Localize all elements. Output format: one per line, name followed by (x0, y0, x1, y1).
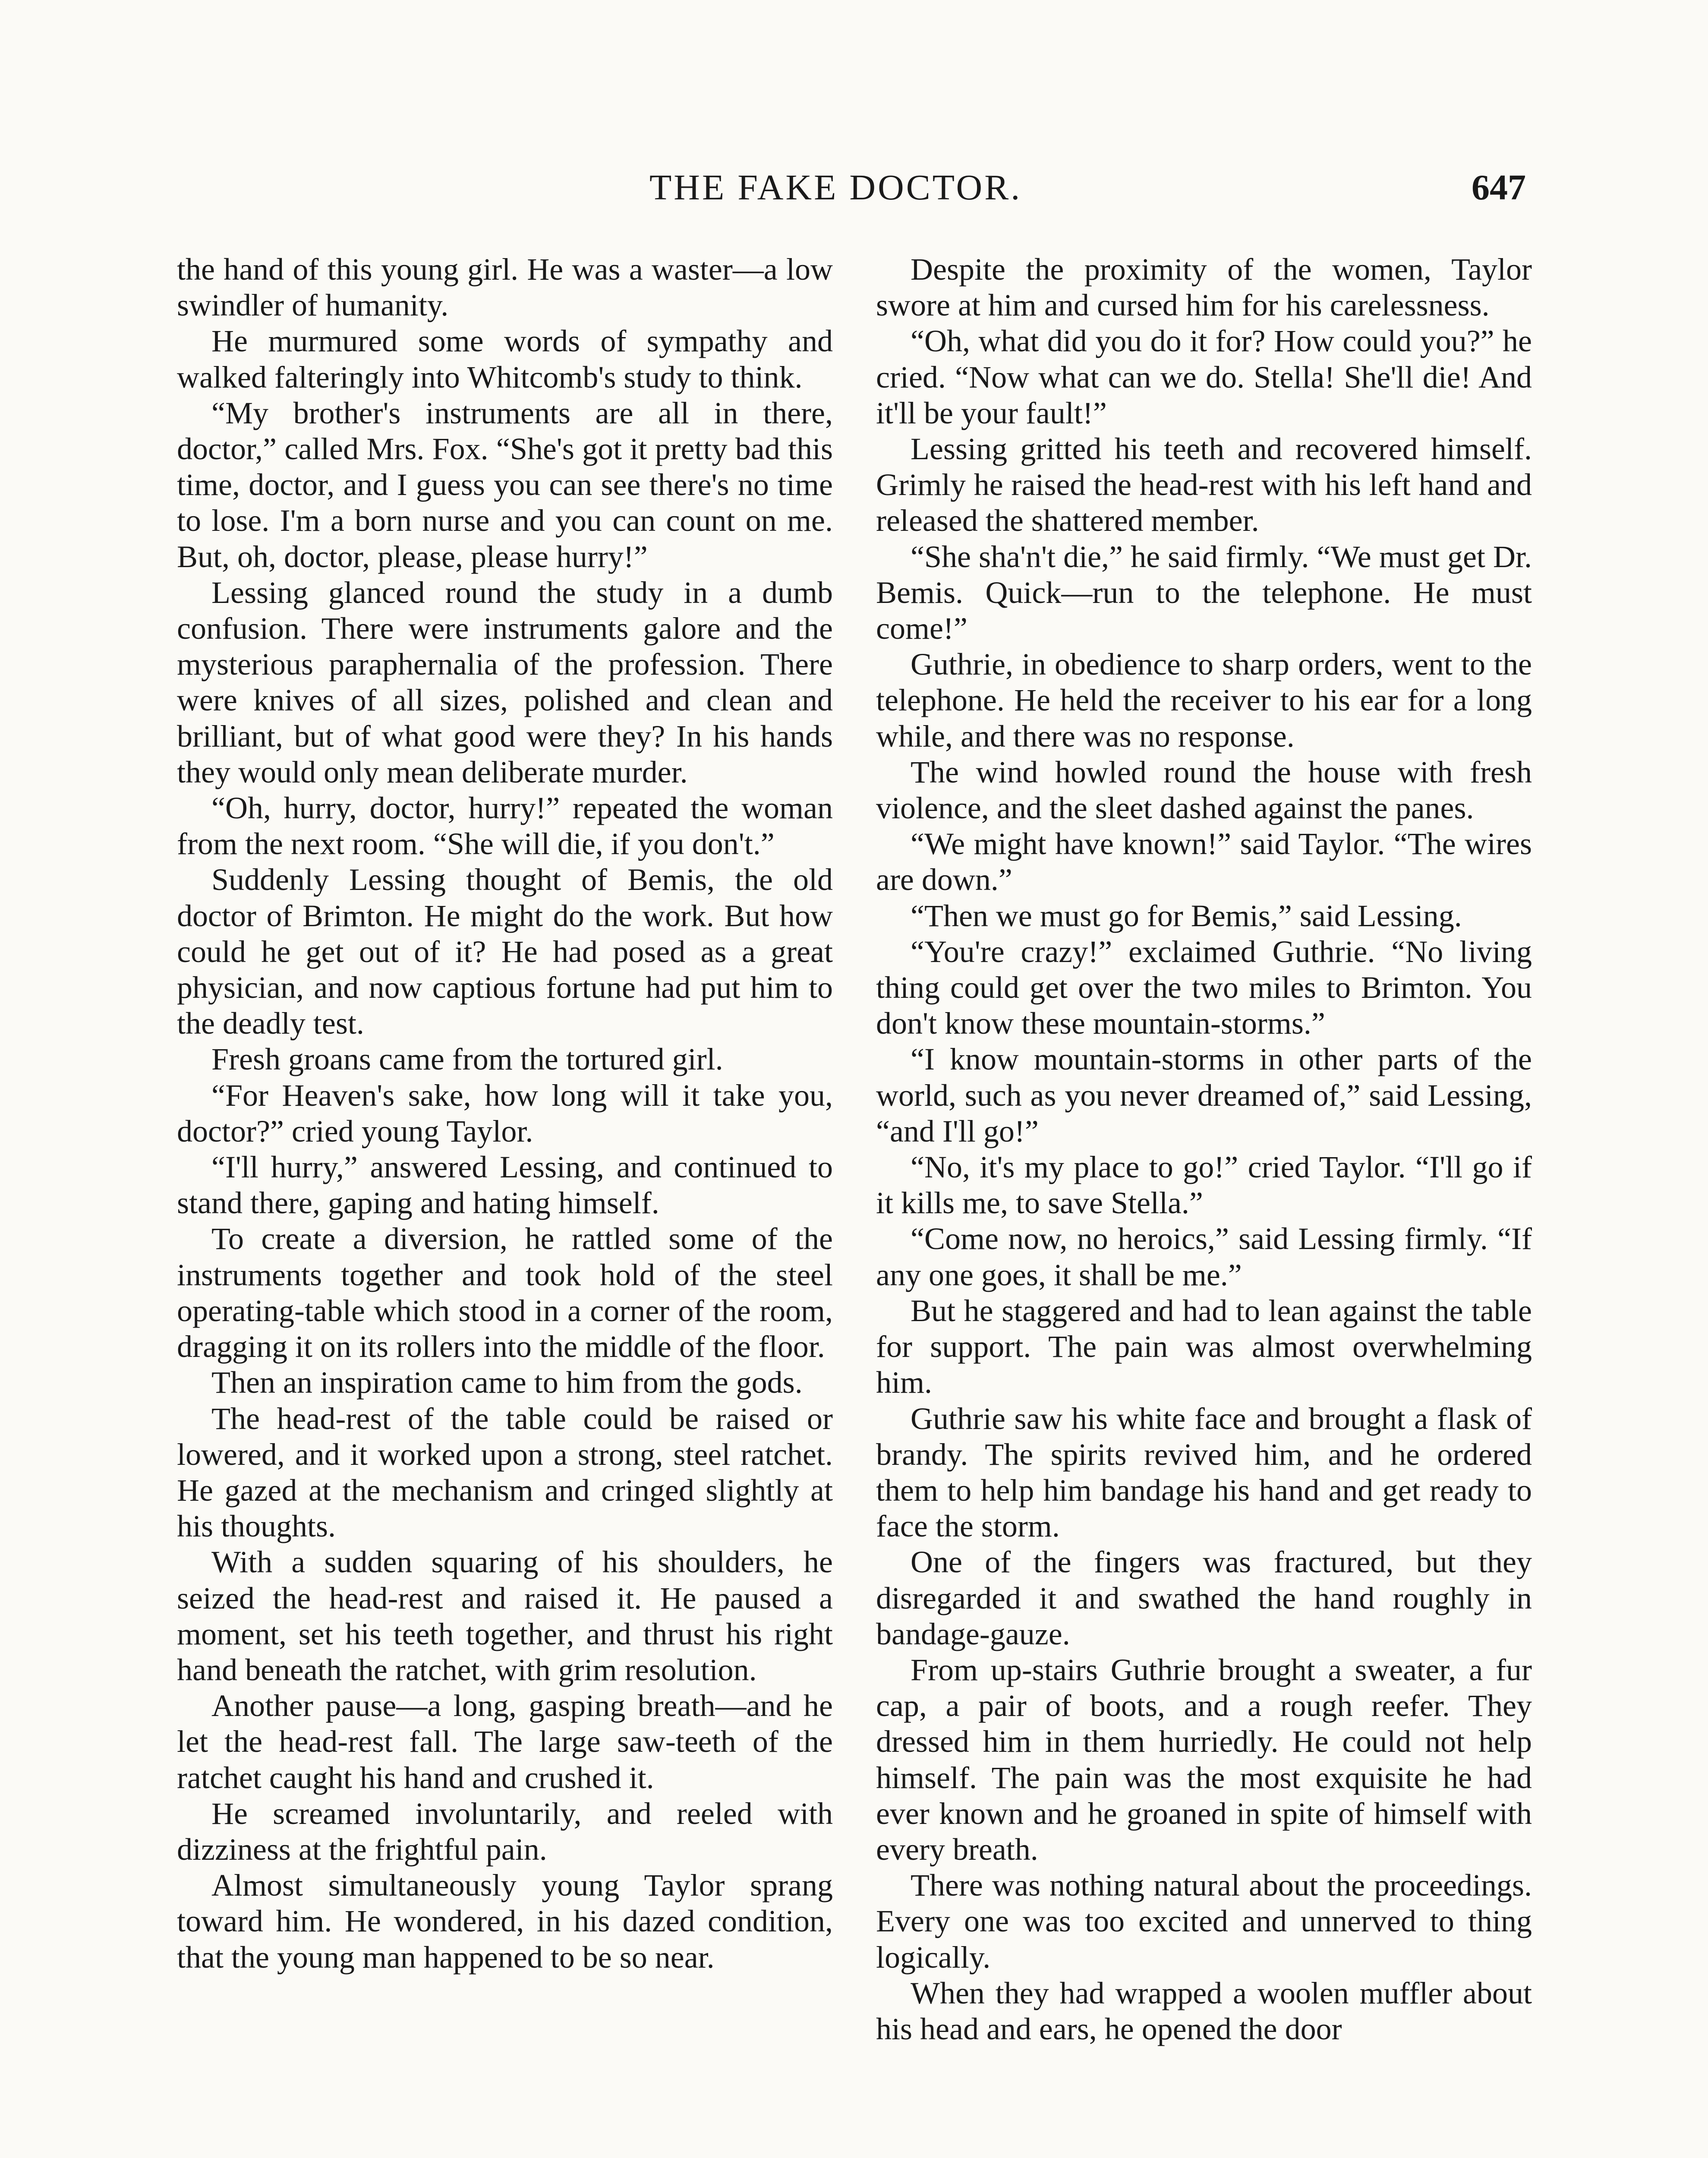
paragraph: Lessing glanced round the study in a dumb confusion. There were instruments galore and the mysterious paraphernalia of the profession. There were knives of all sizes, polished and clean and brilliant, but of what good were they? In his hands they would only mean deliberate murder. (177, 575, 833, 789)
paragraph: Guthrie, in obedience to sharp orders, went to the telephone. He held the receiver to his ear for a long while, and there was no response. (876, 647, 1532, 754)
paragraph: “She sha'n't die,” he said firmly. “We must get Dr. Bemis. Quick—run to the telephone. He must come!” (876, 539, 1532, 646)
right-column (876, 252, 1532, 2047)
paragraph: “Come now, no heroics,” said Lessing firmly. “If any one goes, it shall be me.” (876, 1221, 1532, 1292)
paragraph: “I'll hurry,” answered Lessing, and continued to stand there, gaping and hating himself. (177, 1150, 833, 1221)
paragraph: When they had wrapped a woolen muffler about his head and ears, he opened the door (876, 1975, 1532, 2046)
page-number: 647 (1472, 167, 1526, 208)
paragraph: Fresh groans came from the tortured girl. (211, 1042, 723, 1077)
paragraph: “Oh, what did you do it for? How could you?” he cried. “Now what can we do. Stella! She'll die! And it'll be your fault!” (876, 324, 1532, 430)
paragraph: But he staggered and had to lean against the table for support. The pain was almost overwhelming him. (876, 1293, 1532, 1400)
paragraph: “Then we must go for Bemis,” said Lessing. (911, 898, 1462, 933)
paragraph: Then an inspiration came to him from the gods. (211, 1365, 803, 1400)
running-title: THE FAKE DOCTOR. (649, 167, 1022, 208)
paragraph: The wind howled round the house with fresh violence, and the sleet dashed against the panes. (876, 754, 1532, 826)
paragraph: the hand of this young girl. He was a waster—a low swindler of humanity. (177, 252, 833, 323)
paragraph: He murmured some words of sympathy and walked falteringly into Whitcomb's study to think. (177, 324, 833, 394)
paragraph: With a sudden squaring of his shoulders, he seized the head-rest and raised it. He paused a moment, set his teeth together, and thrust his right hand beneath the ratchet, with grim resolution. (177, 1545, 833, 1687)
paragraph: “My brother's instruments are all in there, doctor,” called Mrs. Fox. “She's got it pretty bad this time, doctor, and I guess you can see there's no time to lose. I'm a born nurse and you can count on me. But, oh, doctor, please, please hurry!” (177, 395, 833, 574)
paragraph: There was nothing natural about the proceedings. Every one was too excited and unnerved to thing logically. (876, 1868, 1532, 1975)
paragraph: The head-rest of the table could be raised or lowered, and it worked upon a strong, steel ratchet. He gazed at the mechanism and cringed slightly at his thoughts. (177, 1401, 833, 1544)
paragraph: “We might have known!” said Taylor. “The wires are down.” (876, 827, 1532, 897)
paragraph: “Oh, hurry, doctor, hurry!” repeated the woman from the next room. “She will die, if you don't.” (177, 791, 833, 861)
paragraph: Guthrie saw his white face and brought a flask of brandy. The spirits revived him, and he ordered them to help him bandage his hand and get ready to face the storm. (876, 1401, 1532, 1544)
page-header (0, 166, 1708, 218)
left-column (177, 252, 833, 1975)
paragraph: Another pause—a long, gasping breath—and he let the head-rest fall. The large saw-teeth of the ratchet caught his hand and crushed it. (177, 1688, 833, 1795)
paragraph: “You're crazy!” exclaimed Guthrie. “No living thing could get over the two miles to Brimton. You don't know these mountain-storms.” (876, 934, 1532, 1041)
paragraph: Suddenly Lessing thought of Bemis, the old doctor of Brimton. He might do the work. But how could he get out of it? He had posed as a great physician, and now captious fortune had put him to the deadly test. (177, 862, 833, 1041)
paragraph: Almost simultaneously young Taylor sprang toward him. He wondered, in his dazed condition, that the young man happened to be so near. (177, 1868, 833, 1975)
paragraph: “No, it's my place to go!” cried Taylor. “I'll go if it kills me, to save Stella.” (876, 1150, 1532, 1221)
paragraph: “I know mountain-storms in other parts of the world, such as you never dreamed of,” said Lessing, “and I'll go!” (876, 1042, 1532, 1148)
paragraph: He screamed involuntarily, and reeled with dizziness at the frightful pain. (177, 1796, 833, 1867)
paragraph: From up-stairs Guthrie brought a sweater, a fur cap, a pair of boots, and a rough reefer. They dressed him in them hurriedly. He could not help himself. The pain was the most exquisite he had ever known and he groaned in spite of himself with every breath. (876, 1652, 1532, 1867)
paragraph: To create a diversion, he rattled some of the instruments together and took hold of the steel operating-table which stood in a corner of the room, dragging it on its rollers into the middle of the floor. (177, 1221, 833, 1364)
paragraph: Despite the proximity of the women, Taylor swore at him and cursed him for his carelessness. (876, 252, 1532, 323)
paragraph: Lessing gritted his teeth and recovered himself. Grimly he raised the head-rest with his left hand and released the shattered member. (876, 432, 1532, 538)
paragraph: One of the fingers was fractured, but they disregarded it and swathed the hand roughly in bandage-gauze. (876, 1545, 1532, 1651)
paragraph: “For Heaven's sake, how long will it take you, doctor?” cried young Taylor. (177, 1078, 833, 1148)
